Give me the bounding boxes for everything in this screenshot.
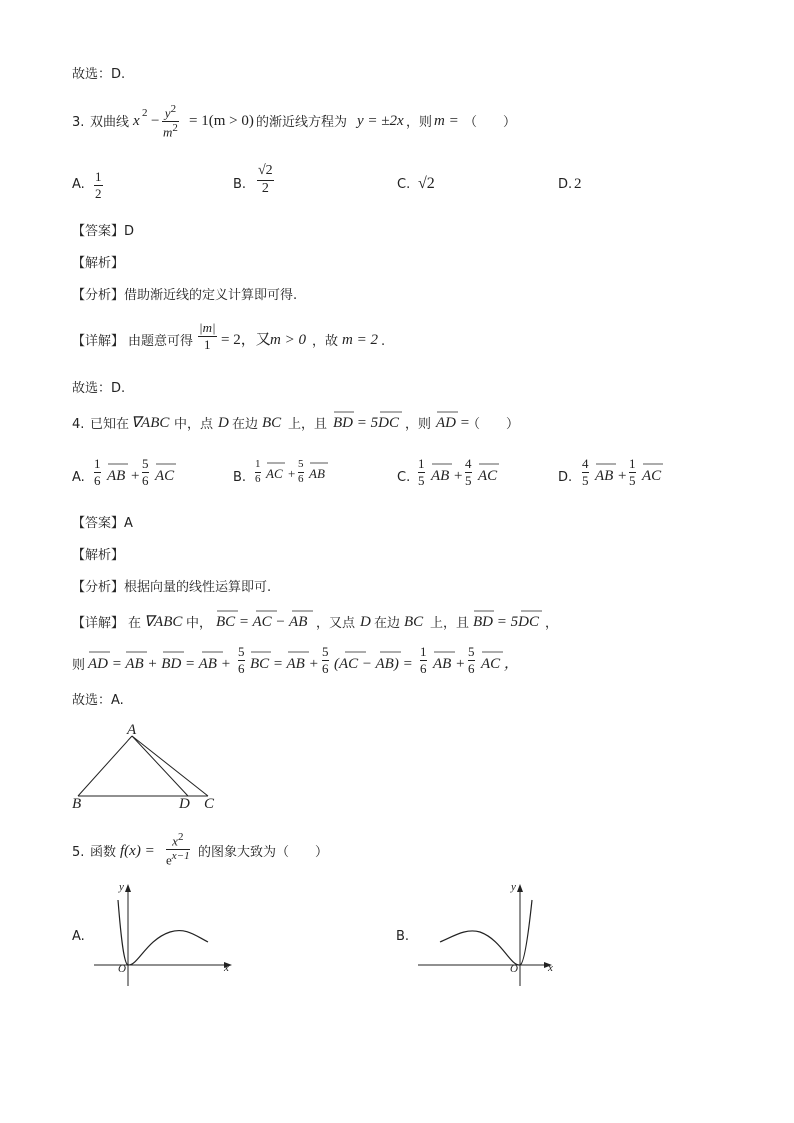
q3-detail-f: . bbox=[381, 334, 386, 349]
q4-edge-bc: BC bbox=[262, 415, 282, 431]
q4-stem-e: ，则 bbox=[405, 417, 432, 432]
q5-number: 5. bbox=[72, 845, 85, 860]
segment-ad bbox=[132, 736, 188, 796]
q4-option-b-c1: 1 6 bbox=[255, 458, 261, 485]
q4-detail-expr: AC ， bbox=[481, 656, 519, 672]
q5-a-y-label: y bbox=[119, 881, 124, 893]
plus-sign: + bbox=[288, 466, 296, 481]
q5-option-a-graph bbox=[90, 878, 240, 988]
plus-sign: + bbox=[131, 468, 140, 484]
q3-fenxi: 【分析】借助渐近线的定义计算即可得. bbox=[72, 288, 298, 303]
q4-detail-text: 则 bbox=[72, 658, 86, 673]
q3-option-b-label: B. bbox=[233, 177, 247, 192]
q3-stem-suffix: ，则 bbox=[406, 115, 433, 130]
q4-detail-vector-eq: BC = AC − AB bbox=[216, 614, 308, 630]
q4-detail-edge: BC bbox=[404, 614, 424, 630]
q4-option-a-v2: AC bbox=[155, 468, 175, 484]
q3-number: 3. bbox=[72, 115, 85, 130]
q3-eq-x: x bbox=[133, 113, 140, 129]
vertex-label-d: D bbox=[179, 796, 190, 812]
q4-option-a-c2: 5 6 bbox=[142, 456, 149, 488]
q4-triangle: ∇ABC bbox=[131, 415, 170, 431]
q4-option-a-v1: AB bbox=[107, 468, 126, 484]
q4-option-b-v1: AC bbox=[266, 466, 283, 481]
q3-m-eq: m = bbox=[434, 113, 459, 129]
q4-option-c-c1: 1 5 bbox=[418, 456, 425, 488]
q4-option-c-v1: AB bbox=[431, 468, 450, 484]
q3-eq-sup: 2 bbox=[142, 107, 148, 119]
q4-number: 4. bbox=[72, 417, 85, 432]
q4-point-d: D bbox=[218, 415, 229, 431]
q3-asymptote: y = ±2x bbox=[357, 113, 404, 129]
q4-option-c-label: C. bbox=[397, 470, 411, 485]
q4-detail-vector-eq: BD = 5DC bbox=[473, 614, 539, 630]
q4-detail-text: 在 bbox=[128, 616, 142, 631]
curve bbox=[118, 900, 208, 965]
q4-detail-line2-arrows bbox=[0, 0, 1, 1]
q5-a-x-label: x bbox=[224, 962, 229, 974]
q4-conclusion: 故选：A. bbox=[72, 693, 124, 708]
q4-option-a-label: A. bbox=[72, 470, 85, 485]
q3-detail-tag: 【详解】 bbox=[72, 334, 125, 349]
q3-option-c-value: √2 bbox=[418, 175, 435, 192]
vertex-label-c: C bbox=[204, 796, 215, 812]
q3-option-d-label: D. bbox=[558, 177, 573, 192]
q5-func: f(x) = bbox=[120, 843, 155, 859]
q4-vector-eq: BD = 5DC bbox=[333, 415, 399, 431]
q4-option-d-c1: 4 5 bbox=[582, 456, 589, 488]
q4-option-c-c2: 4 5 bbox=[465, 456, 472, 488]
q5-a-origin-label: O bbox=[118, 963, 126, 975]
q4-stem-a: 已知在 bbox=[90, 417, 130, 432]
q3-detail-d: ，故 bbox=[312, 334, 339, 349]
q3-option-b-value: √2 2 bbox=[258, 163, 273, 196]
q4-answer: 【答案】A bbox=[72, 516, 133, 531]
q4-option-c-v2: AC bbox=[478, 468, 498, 484]
q3-option-c-label: C. bbox=[397, 177, 411, 192]
q5-fraction: $x^2$ $e^{x-1}$ bbox=[166, 831, 190, 868]
q4-detail-text: ，又点 bbox=[316, 616, 356, 631]
q3-answer: 【答案】D bbox=[72, 224, 135, 239]
vertex-label-b: B bbox=[72, 796, 82, 812]
q5-option-a-label: A. bbox=[72, 929, 85, 944]
q4-detail-text: 上，且 bbox=[430, 616, 470, 631]
q3-blank: （ ） bbox=[464, 115, 517, 130]
q4-detail-expr: BC = AB + bbox=[250, 656, 319, 672]
q5-stem-a: 函数 bbox=[90, 845, 117, 860]
q4-detail-text: ， bbox=[545, 616, 559, 631]
q4-ad: AD = bbox=[436, 415, 470, 431]
q4-option-a-c1: 1 6 bbox=[94, 456, 101, 488]
q3-eq-minus: − bbox=[151, 113, 160, 129]
q5-b-x-label: x bbox=[548, 962, 553, 974]
plus-sign: + bbox=[454, 468, 463, 484]
q4-detail-expr: AB + bbox=[433, 656, 466, 672]
q3-eq-rhs: = 1(m > 0) bbox=[189, 113, 254, 129]
conclusion-prev: 故选：D. bbox=[72, 67, 126, 82]
q3-conclusion: 故选：D. bbox=[72, 381, 126, 396]
q4-detail-point-d: D bbox=[360, 614, 371, 630]
q4-option-b-v2: AB bbox=[309, 466, 325, 481]
q4-option-d-label: D. bbox=[558, 470, 573, 485]
q4-stem-c: 在边 bbox=[232, 417, 259, 432]
q3-frac-den: m bbox=[163, 124, 173, 140]
segment-ac bbox=[132, 736, 208, 796]
q4-stem-d: 上，且 bbox=[288, 417, 328, 432]
q3-detail-fraction: |m| 1 bbox=[199, 320, 216, 352]
q4-stem-b: 中，点 bbox=[174, 417, 214, 432]
q5-option-b-graph bbox=[414, 878, 564, 988]
q4-detail-frac: 1 6 bbox=[420, 644, 427, 676]
q4-analysis-tag: 【解析】 bbox=[72, 548, 125, 563]
q3-option-d-value: 2 bbox=[574, 176, 582, 192]
q3-detail-b: = 2，又 bbox=[221, 332, 271, 348]
q4-detail-frac: 5 6 bbox=[322, 644, 329, 676]
q4-option-b-label: B. bbox=[233, 470, 247, 485]
y-axis-arrow-icon bbox=[517, 884, 523, 892]
q4-detail-text: 中， bbox=[186, 616, 213, 631]
q4-option-d-c2: 1 5 bbox=[629, 456, 636, 488]
q3-detail-c: m > 0 bbox=[270, 332, 306, 348]
q5-stem-b: 的图象大致为（ ） bbox=[198, 845, 329, 860]
q4-detail-expr: AD = AB + BD = AB + bbox=[88, 656, 231, 672]
q5-option-b-label: B. bbox=[396, 929, 410, 944]
curve bbox=[440, 900, 532, 965]
q5-b-y-label: y bbox=[511, 881, 516, 893]
q3-analysis-tag: 【解析】 bbox=[72, 256, 125, 271]
q4-detail-text: 在边 bbox=[374, 616, 401, 631]
segment-ab bbox=[78, 736, 132, 796]
q3-detail-e: m = 2 bbox=[342, 332, 378, 348]
plus-sign: + bbox=[618, 468, 627, 484]
q4-option-b-c2: 5 6 bbox=[298, 458, 304, 485]
q4-option-d-v1: AB bbox=[595, 468, 614, 484]
q4-detail-frac: 5 6 bbox=[238, 644, 245, 676]
q4-fenxi: 【分析】根据向量的线性运算即可. bbox=[72, 580, 272, 595]
q3-frac-num: y bbox=[164, 105, 171, 121]
q3-stem-prefix: 双曲线 bbox=[90, 115, 130, 130]
q3-option-a-value: 1 2 bbox=[95, 169, 102, 201]
q4-option-d-v2: AC bbox=[642, 468, 662, 484]
q4-blank: （ ） bbox=[467, 417, 520, 432]
q4-detail-tag: 【详解】 bbox=[72, 616, 125, 631]
q3-option-a-label: A. bbox=[72, 177, 85, 192]
q5-b-origin-label: O bbox=[510, 963, 518, 975]
q3-stem-mid: 的渐近线方程为 bbox=[256, 115, 348, 130]
q3-eq-fraction: $y^2$ $m^2$ bbox=[163, 103, 178, 140]
y-axis-arrow-icon bbox=[125, 884, 131, 892]
q3-detail-a: 由题意可得 bbox=[128, 334, 194, 349]
q4-detail-triangle: ∇ABC bbox=[144, 614, 183, 630]
vertex-label-a: A bbox=[127, 722, 137, 738]
q4-detail-frac: 5 6 bbox=[468, 644, 475, 676]
q4-detail-expr: (AC − AB) = bbox=[334, 656, 413, 672]
